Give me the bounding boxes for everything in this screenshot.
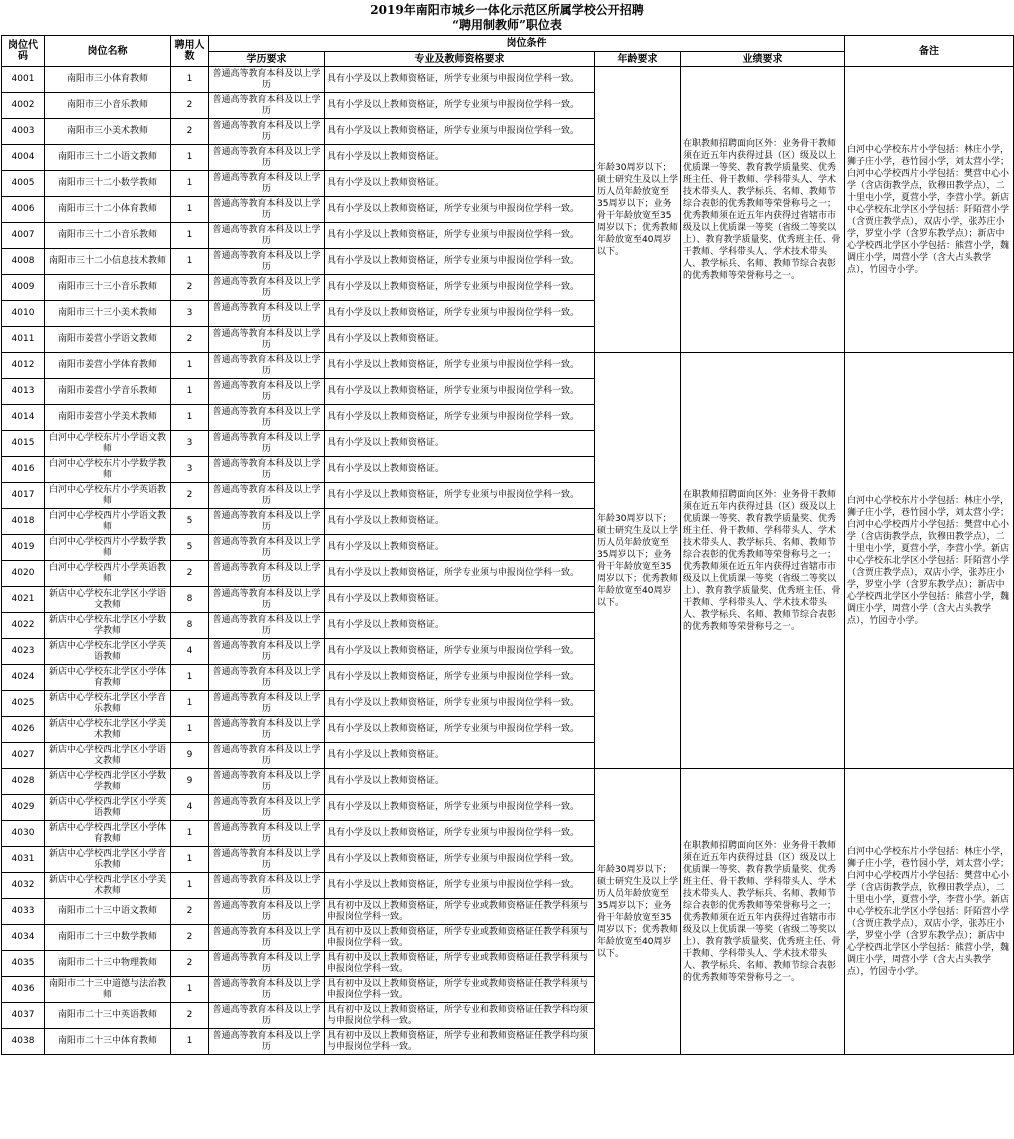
position-name: 新店中心学校东北学区小学体育教师 xyxy=(45,665,171,691)
hire-count: 2 xyxy=(171,327,209,353)
position-code: 4002 xyxy=(2,93,45,119)
major-requirement: 具有小学及以上教师资格证。 xyxy=(325,535,595,561)
header-perf: 业绩要求 xyxy=(681,52,845,67)
major-requirement: 具有初中及以上教师资格证，所学专业或教师资格证任教学科须与申报岗位学科一致。 xyxy=(325,925,595,951)
position-code: 4014 xyxy=(2,405,45,431)
position-code: 4001 xyxy=(2,67,45,93)
education-requirement: 普通高等教育本科及以上学历 xyxy=(209,509,325,535)
major-requirement: 具有小学及以上教师资格证，所学专业须与申报岗位学科一致。 xyxy=(325,821,595,847)
education-requirement: 普通高等教育本科及以上学历 xyxy=(209,847,325,873)
position-name: 新店中心学校东北学区小学英语教师 xyxy=(45,639,171,665)
position-name: 新店中心学校西北学区小学数学教师 xyxy=(45,769,171,795)
major-requirement: 具有初中及以上教师资格证，所学专业或教师资格证任教学科须与申报岗位学科一致。 xyxy=(325,899,595,925)
position-name: 南阳市姜营小学体育教师 xyxy=(45,353,171,379)
position-name: 南阳市三小音乐教师 xyxy=(45,93,171,119)
hire-count: 8 xyxy=(171,613,209,639)
position-name: 南阳市三小体育教师 xyxy=(45,67,171,93)
hire-count: 3 xyxy=(171,431,209,457)
position-code: 4015 xyxy=(2,431,45,457)
hire-count: 2 xyxy=(171,483,209,509)
major-requirement: 具有小学及以上教师资格证，所学专业须与申报岗位学科一致。 xyxy=(325,93,595,119)
position-name: 白河中心学校西片小学数学教师 xyxy=(45,535,171,561)
education-requirement: 普通高等教育本科及以上学历 xyxy=(209,977,325,1003)
education-requirement: 普通高等教育本科及以上学历 xyxy=(209,587,325,613)
major-requirement: 具有初中及以上教师资格证，所学专业和教师资格证任教学科均须与申报岗位学科一致。 xyxy=(325,1003,595,1029)
position-code: 4006 xyxy=(2,197,45,223)
major-requirement: 具有小学及以上教师资格证。 xyxy=(325,171,595,197)
position-name: 白河中心学校东片小学语文教师 xyxy=(45,431,171,457)
age-requirement: 年龄30周岁以下；硕士研究生及以上学历人员年龄放宽至35周岁以下；业务骨干年龄放宽至35周岁以下；优秀教师年龄放宽至40周岁以下。 xyxy=(595,769,681,1055)
education-requirement: 普通高等教育本科及以上学历 xyxy=(209,431,325,457)
position-name: 南阳市三十三小美术教师 xyxy=(45,301,171,327)
position-code: 4036 xyxy=(2,977,45,1003)
education-requirement: 普通高等教育本科及以上学历 xyxy=(209,197,325,223)
position-name: 南阳市三小美术教师 xyxy=(45,119,171,145)
hire-count: 1 xyxy=(171,405,209,431)
age-requirement: 年龄30周岁以下；硕士研究生及以上学历人员年龄放宽至35周岁以下；业务骨干年龄放宽至35周岁以下；优秀教师年龄放宽至40周岁以下。 xyxy=(595,67,681,353)
hire-count: 3 xyxy=(171,301,209,327)
remark: 白河中心学校东片小学包括：林庄小学，狮子庄小学，巷竹园小学，刘太营小学；白河中心学校西片小学包括：樊营中心小学（含店街教学点，钦穆田教学点），二十里屯小学，夏营小学，李营小学。新店中心学校东北学区小学包括：阡陌营小学（含贾庄教学点），双店小学，张苏庄小学，罗堂小学（含罗东教学点）；新店中心学校西北学区小学包括：熊营小学，魏调庄小学，周营小学（含大占头教学点），竹园寺小学。 xyxy=(845,769,1014,1055)
performance-requirement: 在职教师招聘面向区外：业务骨干教师须在近五年内获得过县（区）级及以上优质课一等奖、教育教学质量奖、优秀班主任、骨干教师、学科带头人、学术技术带头人、教学标兵、名师、教师节综合表彰的优秀教师等荣誉称号之一；优秀教师须在近五年内获得过省辖市市级及以上优质课一等奖（省级二等奖以上）、教育教学质量奖、优秀班主任、骨干教师、学科带头人、学术技术带头人、教学标兵、名师、教师节综合表彰的优秀教师等荣誉称号之一。 xyxy=(681,769,845,1055)
major-requirement: 具有小学及以上教师资格证，所学专业须与申报岗位学科一致。 xyxy=(325,197,595,223)
education-requirement: 普通高等教育本科及以上学历 xyxy=(209,899,325,925)
major-requirement: 具有小学及以上教师资格证。 xyxy=(325,145,595,171)
major-requirement: 具有小学及以上教师资格证。 xyxy=(325,613,595,639)
position-name: 新店中心学校东北学区小学美术教师 xyxy=(45,717,171,743)
hire-count: 1 xyxy=(171,379,209,405)
header-age: 年龄要求 xyxy=(595,52,681,67)
position-name: 南阳市三十三小音乐教师 xyxy=(45,275,171,301)
performance-requirement: 在职教师招聘面向区外：业务骨干教师须在近五年内获得过县（区）级及以上优质课一等奖、教育教学质量奖、优秀班主任、骨干教师、学科带头人、学术技术带头人、教学标兵、名师、教师节综合表彰的优秀教师等荣誉称号之一；优秀教师须在近五年内获得过省辖市市级及以上优质课一等奖（省级二等奖以上）、教育教学质量奖、优秀班主任、骨干教师、学科带头人、学术技术带头人、教学标兵、名师、教师节综合表彰的优秀教师等荣誉称号之一。 xyxy=(681,353,845,769)
education-requirement: 普通高等教育本科及以上学历 xyxy=(209,327,325,353)
major-requirement: 具有小学及以上教师资格证，所学专业须与申报岗位学科一致。 xyxy=(325,67,595,93)
major-requirement: 具有小学及以上教师资格证，所学专业须与申报岗位学科一致。 xyxy=(325,639,595,665)
position-code: 4021 xyxy=(2,587,45,613)
major-requirement: 具有小学及以上教师资格证，所学专业须与申报岗位学科一致。 xyxy=(325,665,595,691)
position-name: 南阳市姜营小学美术教师 xyxy=(45,405,171,431)
education-requirement: 普通高等教育本科及以上学历 xyxy=(209,405,325,431)
hire-count: 9 xyxy=(171,769,209,795)
hire-count: 2 xyxy=(171,93,209,119)
education-requirement: 普通高等教育本科及以上学历 xyxy=(209,639,325,665)
header-edu: 学历要求 xyxy=(209,52,325,67)
education-requirement: 普通高等教育本科及以上学历 xyxy=(209,951,325,977)
position-code: 4026 xyxy=(2,717,45,743)
position-code: 4007 xyxy=(2,223,45,249)
position-code: 4012 xyxy=(2,353,45,379)
table-body xyxy=(2,67,1014,1055)
position-code: 4038 xyxy=(2,1029,45,1055)
position-name: 新店中心学校西北学区小学英语教师 xyxy=(45,795,171,821)
hire-count: 2 xyxy=(171,561,209,587)
education-requirement: 普通高等教育本科及以上学历 xyxy=(209,171,325,197)
position-name: 新店中心学校东北学区小学语文教师 xyxy=(45,587,171,613)
hire-count: 4 xyxy=(171,795,209,821)
remark: 白河中心学校东片小学包括：林庄小学，狮子庄小学，巷竹园小学，刘太营小学；白河中心学校西片小学包括：樊营中心小学（含店街教学点，钦穆田教学点），二十里屯小学，夏营小学，李营小学。新店中心学校东北学区小学包括：阡陌营小学（含贾庄教学点），双店小学，张苏庄小学，罗堂小学（含罗东教学点）；新店中心学校西北学区小学包括：熊营小学，魏调庄小学，周营小学（含大占头教学点），竹园寺小学。 xyxy=(845,67,1014,353)
position-code: 4025 xyxy=(2,691,45,717)
hire-count: 1 xyxy=(171,197,209,223)
position-name: 南阳市三十二小信息技术教师 xyxy=(45,249,171,275)
position-code: 4010 xyxy=(2,301,45,327)
education-requirement: 普通高等教育本科及以上学历 xyxy=(209,1029,325,1055)
position-code: 4030 xyxy=(2,821,45,847)
position-name: 南阳市姜营小学音乐教师 xyxy=(45,379,171,405)
hire-count: 2 xyxy=(171,951,209,977)
header-major: 专业及教师资格要求 xyxy=(325,52,595,67)
position-code: 4017 xyxy=(2,483,45,509)
position-code: 4016 xyxy=(2,457,45,483)
position-name: 南阳市三十二小语文教师 xyxy=(45,145,171,171)
education-requirement: 普通高等教育本科及以上学历 xyxy=(209,821,325,847)
position-code: 4011 xyxy=(2,327,45,353)
hire-count: 1 xyxy=(171,1029,209,1055)
position-code: 4018 xyxy=(2,509,45,535)
position-name: 南阳市二十三中英语教师 xyxy=(45,1003,171,1029)
education-requirement: 普通高等教育本科及以上学历 xyxy=(209,275,325,301)
position-name: 白河中心学校西片小学英语教师 xyxy=(45,561,171,587)
header-name: 岗位名称 xyxy=(45,36,171,67)
hire-count: 1 xyxy=(171,977,209,1003)
position-code: 4037 xyxy=(2,1003,45,1029)
major-requirement: 具有初中及以上教师资格证，所学专业和教师资格证任教学科均须与申报岗位学科一致。 xyxy=(325,1029,595,1055)
education-requirement: 普通高等教育本科及以上学历 xyxy=(209,535,325,561)
position-name: 白河中心学校东片小学英语教师 xyxy=(45,483,171,509)
title-line-1: 2019年南阳市城乡一体化示范区所属学校公开招聘 xyxy=(370,3,644,17)
position-name: 南阳市三十二小体育教师 xyxy=(45,197,171,223)
hire-count: 5 xyxy=(171,509,209,535)
education-requirement: 普通高等教育本科及以上学历 xyxy=(209,795,325,821)
hire-count: 2 xyxy=(171,275,209,301)
position-code: 4009 xyxy=(2,275,45,301)
position-code: 4022 xyxy=(2,613,45,639)
position-code: 4024 xyxy=(2,665,45,691)
table-row xyxy=(2,67,1014,93)
education-requirement: 普通高等教育本科及以上学历 xyxy=(209,743,325,769)
position-name: 南阳市二十三中体育教师 xyxy=(45,1029,171,1055)
position-code: 4029 xyxy=(2,795,45,821)
position-name: 南阳市三十二小音乐教师 xyxy=(45,223,171,249)
position-code: 4013 xyxy=(2,379,45,405)
header-count: 聘用人数 xyxy=(171,36,209,67)
position-name: 南阳市二十三中语文教师 xyxy=(45,899,171,925)
hire-count: 1 xyxy=(171,145,209,171)
major-requirement: 具有小学及以上教师资格证，所学专业须与申报岗位学科一致。 xyxy=(325,717,595,743)
major-requirement: 具有小学及以上教师资格证。 xyxy=(325,431,595,457)
position-name: 南阳市二十三中道德与法治教师 xyxy=(45,977,171,1003)
position-code: 4005 xyxy=(2,171,45,197)
major-requirement: 具有小学及以上教师资格证，所学专业须与申报岗位学科一致。 xyxy=(325,691,595,717)
hire-count: 1 xyxy=(171,717,209,743)
hire-count: 1 xyxy=(171,873,209,899)
positions-table xyxy=(1,35,1014,1055)
major-requirement: 具有小学及以上教师资格证。 xyxy=(325,743,595,769)
title-line-2: “聘用制教师”职位表 xyxy=(452,18,562,32)
hire-count: 9 xyxy=(171,743,209,769)
major-requirement: 具有小学及以上教师资格证，所学专业须与申报岗位学科一致。 xyxy=(325,223,595,249)
education-requirement: 普通高等教育本科及以上学历 xyxy=(209,483,325,509)
major-requirement: 具有小学及以上教师资格证。 xyxy=(325,769,595,795)
major-requirement: 具有小学及以上教师资格证，所学专业须与申报岗位学科一致。 xyxy=(325,873,595,899)
position-name: 南阳市二十三中物理教师 xyxy=(45,951,171,977)
education-requirement: 普通高等教育本科及以上学历 xyxy=(209,1003,325,1029)
position-name: 南阳市二十三中数学教师 xyxy=(45,925,171,951)
education-requirement: 普通高等教育本科及以上学历 xyxy=(209,925,325,951)
position-code: 4033 xyxy=(2,899,45,925)
major-requirement: 具有小学及以上教师资格证。 xyxy=(325,327,595,353)
education-requirement: 普通高等教育本科及以上学历 xyxy=(209,353,325,379)
hire-count: 8 xyxy=(171,587,209,613)
major-requirement: 具有小学及以上教师资格证，所学专业须与申报岗位学科一致。 xyxy=(325,249,595,275)
position-name: 白河中心学校西片小学语文教师 xyxy=(45,509,171,535)
age-requirement: 年龄30周岁以下；硕士研究生及以上学历人员年龄放宽至35周岁以下；业务骨干年龄放宽至35周岁以下；优秀教师年龄放宽至40周岁以下。 xyxy=(595,353,681,769)
education-requirement: 普通高等教育本科及以上学历 xyxy=(209,223,325,249)
education-requirement: 普通高等教育本科及以上学历 xyxy=(209,67,325,93)
position-name: 新店中心学校西北学区小学音乐教师 xyxy=(45,847,171,873)
header-code: 岗位代码 xyxy=(2,36,45,67)
table-row xyxy=(2,769,1014,795)
education-requirement: 普通高等教育本科及以上学历 xyxy=(209,457,325,483)
education-requirement: 普通高等教育本科及以上学历 xyxy=(209,769,325,795)
position-code: 4031 xyxy=(2,847,45,873)
major-requirement: 具有小学及以上教师资格证。 xyxy=(325,587,595,613)
position-name: 新店中心学校西北学区小学语文教师 xyxy=(45,743,171,769)
remark: 白河中心学校东片小学包括：林庄小学，狮子庄小学，巷竹园小学，刘太营小学；白河中心学校西片小学包括：樊营中心小学（含店街教学点，钦穆田教学点），二十里屯小学，夏营小学，李营小学。新店中心学校东北学区小学包括：阡陌营小学（含贾庄教学点），双店小学，张苏庄小学，罗堂小学（含罗东教学点）；新店中心学校西北学区小学包括：熊营小学，魏调庄小学，周营小学（含大占头教学点），竹园寺小学。 xyxy=(845,353,1014,769)
position-code: 4003 xyxy=(2,119,45,145)
hire-count: 1 xyxy=(171,249,209,275)
hire-count: 3 xyxy=(171,457,209,483)
education-requirement: 普通高等教育本科及以上学历 xyxy=(209,613,325,639)
education-requirement: 普通高等教育本科及以上学历 xyxy=(209,249,325,275)
table-title xyxy=(0,0,1014,35)
major-requirement: 具有小学及以上教师资格证，所学专业须与申报岗位学科一致。 xyxy=(325,561,595,587)
hire-count: 1 xyxy=(171,67,209,93)
major-requirement: 具有初中及以上教师资格证，所学专业或教师资格证任教学科须与申报岗位学科一致。 xyxy=(325,951,595,977)
education-requirement: 普通高等教育本科及以上学历 xyxy=(209,301,325,327)
hire-count: 1 xyxy=(171,171,209,197)
position-code: 4023 xyxy=(2,639,45,665)
hire-count: 1 xyxy=(171,691,209,717)
major-requirement: 具有小学及以上教师资格证，所学专业须与申报岗位学科一致。 xyxy=(325,301,595,327)
major-requirement: 具有小学及以上教师资格证，所学专业须与申报岗位学科一致。 xyxy=(325,405,595,431)
position-code: 4019 xyxy=(2,535,45,561)
position-name: 新店中心学校西北学区小学体育教师 xyxy=(45,821,171,847)
education-requirement: 普通高等教育本科及以上学历 xyxy=(209,119,325,145)
hire-count: 2 xyxy=(171,119,209,145)
major-requirement: 具有小学及以上教师资格证，所学专业须与申报岗位学科一致。 xyxy=(325,795,595,821)
education-requirement: 普通高等教育本科及以上学历 xyxy=(209,561,325,587)
major-requirement: 具有初中及以上教师资格证，所学专业或教师资格证任教学科须与申报岗位学科一致。 xyxy=(325,977,595,1003)
position-code: 4032 xyxy=(2,873,45,899)
header-conditions: 岗位条件 xyxy=(209,36,845,52)
performance-requirement: 在职教师招聘面向区外：业务骨干教师须在近五年内获得过县（区）级及以上优质课一等奖、教育教学质量奖、优秀班主任、骨干教师、学科带头人、学术技术带头人、教学标兵、名师、教师节综合表彰的优秀教师等荣誉称号之一；优秀教师须在近五年内获得过省辖市市级及以上优质课一等奖（省级二等奖以上）、教育教学质量奖、优秀班主任、骨干教师、学科带头人、学术技术带头人、教学标兵、名师、教师节综合表彰的优秀教师等荣誉称号之一。 xyxy=(681,67,845,353)
position-code: 4028 xyxy=(2,769,45,795)
hire-count: 1 xyxy=(171,353,209,379)
major-requirement: 具有小学及以上教师资格证，所学专业须与申报岗位学科一致。 xyxy=(325,353,595,379)
hire-count: 1 xyxy=(171,847,209,873)
major-requirement: 具有小学及以上教师资格证，所学专业须与申报岗位学科一致。 xyxy=(325,119,595,145)
education-requirement: 普通高等教育本科及以上学历 xyxy=(209,717,325,743)
education-requirement: 普通高等教育本科及以上学历 xyxy=(209,145,325,171)
major-requirement: 具有小学及以上教师资格证。 xyxy=(325,509,595,535)
position-name: 白河中心学校东片小学数学教师 xyxy=(45,457,171,483)
hire-count: 2 xyxy=(171,1003,209,1029)
major-requirement: 具有小学及以上教师资格证，所学专业须与申报岗位学科一致。 xyxy=(325,483,595,509)
education-requirement: 普通高等教育本科及以上学历 xyxy=(209,93,325,119)
position-code: 4020 xyxy=(2,561,45,587)
hire-count: 5 xyxy=(171,535,209,561)
position-name: 南阳市三十二小数学教师 xyxy=(45,171,171,197)
hire-count: 4 xyxy=(171,639,209,665)
position-name: 新店中心学校西北学区小学美术教师 xyxy=(45,873,171,899)
hire-count: 1 xyxy=(171,821,209,847)
education-requirement: 普通高等教育本科及以上学历 xyxy=(209,873,325,899)
position-code: 4004 xyxy=(2,145,45,171)
hire-count: 2 xyxy=(171,925,209,951)
hire-count: 1 xyxy=(171,223,209,249)
position-code: 4027 xyxy=(2,743,45,769)
position-code: 4034 xyxy=(2,925,45,951)
major-requirement: 具有小学及以上教师资格证，所学专业须与申报岗位学科一致。 xyxy=(325,379,595,405)
major-requirement: 具有小学及以上教师资格证，所学专业须与申报岗位学科一致。 xyxy=(325,275,595,301)
education-requirement: 普通高等教育本科及以上学历 xyxy=(209,691,325,717)
position-name: 新店中心学校东北学区小学音乐教师 xyxy=(45,691,171,717)
position-code: 4035 xyxy=(2,951,45,977)
education-requirement: 普通高等教育本科及以上学历 xyxy=(209,665,325,691)
hire-count: 2 xyxy=(171,899,209,925)
major-requirement: 具有小学及以上教师资格证，所学专业须与申报岗位学科一致。 xyxy=(325,847,595,873)
major-requirement: 具有小学及以上教师资格证。 xyxy=(325,457,595,483)
header-remark: 备注 xyxy=(845,36,1014,67)
table-row xyxy=(2,353,1014,379)
position-name: 南阳市姜营小学语文教师 xyxy=(45,327,171,353)
position-name: 新店中心学校东北学区小学数学教师 xyxy=(45,613,171,639)
position-code: 4008 xyxy=(2,249,45,275)
hire-count: 1 xyxy=(171,665,209,691)
education-requirement: 普通高等教育本科及以上学历 xyxy=(209,379,325,405)
